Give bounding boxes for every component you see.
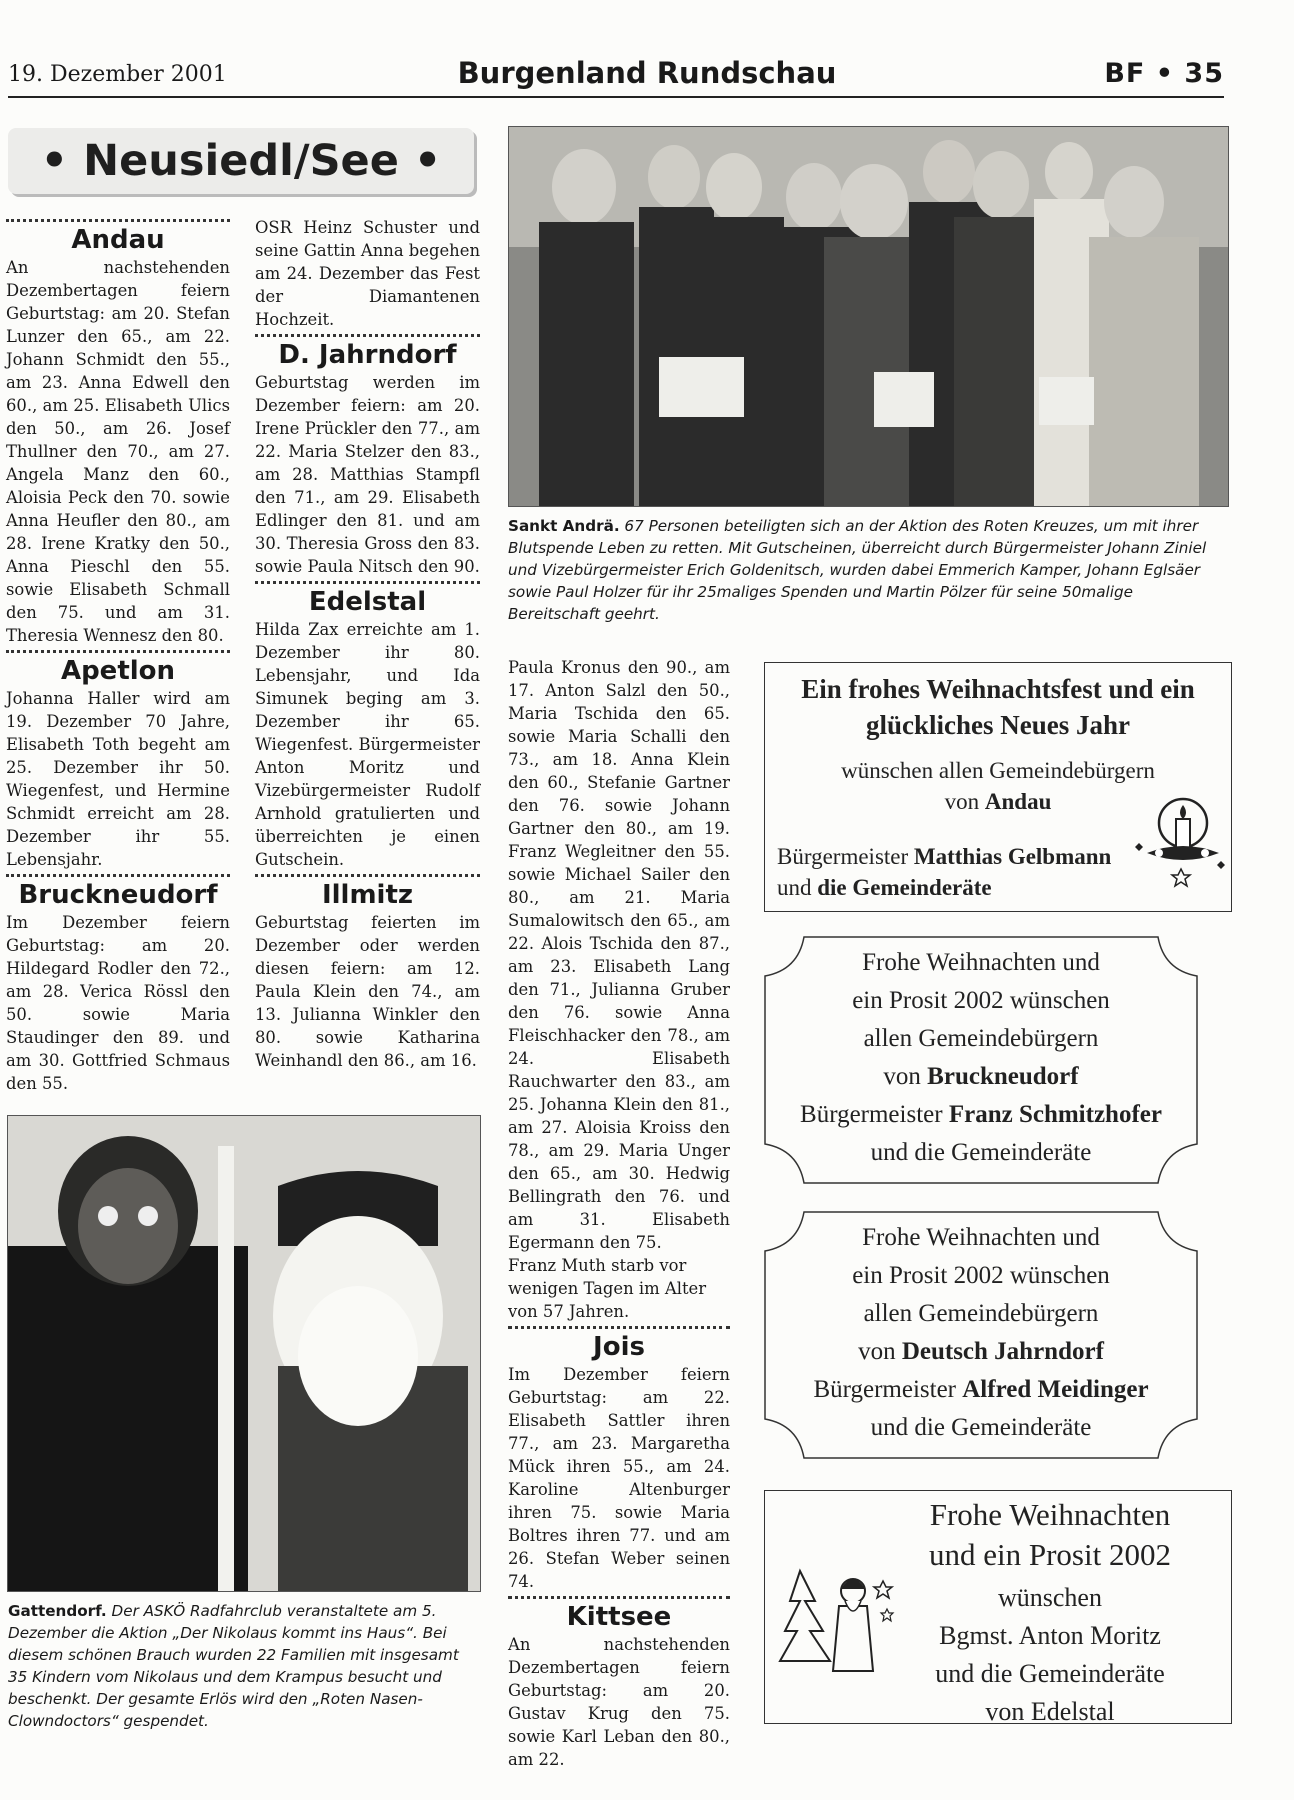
santa-tree-icon <box>775 1561 895 1681</box>
dotted-divider <box>508 1326 730 1329</box>
heading-edelstal: Edelstal <box>308 587 427 617</box>
dotted-divider <box>255 334 480 337</box>
ad-line: und die Gemeinderäte <box>870 1414 1092 1441</box>
ad-line: Frohe Weihnachten <box>929 1497 1171 1532</box>
ad-line: wünschen allen Gemeindebürgern <box>841 758 1155 783</box>
ad-line <box>764 1096 1198 1134</box>
ad-line: glückliches Neues Jahr <box>865 710 1130 740</box>
text-apetlon: Johanna Haller wird am 19. Dezember 70 Jahre, Elisabeth Toth begeht am 25. Dezember ihr 50. Wiegenfest, und Hermine Schmidt erreicht am 28. Dezember ihr 55. Lebensjahr. <box>6 689 230 869</box>
section-title: • Neusiedl/See • <box>40 136 442 186</box>
heading-andau: Andau <box>71 225 165 255</box>
column-2 <box>255 216 480 1072</box>
ad-line: Ein frohes Weihnachtsfest und ein <box>801 674 1195 704</box>
ad-line <box>777 841 1111 872</box>
ad-line <box>764 1371 1198 1409</box>
photo-blood-donors-graphic <box>509 127 1228 506</box>
ad-line <box>777 872 1111 903</box>
ad-text: von <box>944 789 985 814</box>
masthead-rule <box>8 96 1224 98</box>
text-edelstal: Hilda Zax erreichte am 1. Dezember ihr 80. Lebensjahr, und Ida Simunek beging am 3. Dezember ihr 65. Wiegenfest. Bürgermeister Anton Moritz und Vizebürgermeister Rudolf Arnhold gratulierten und überreichten je einen Gutschein. <box>255 620 480 869</box>
caption-text: Der ASKÖ Radfahrclub veranstaltete am 5. Dezember die Aktion „Der Nikolaus kommt ins Haus“. Bei diesem schönen Brauch wurden 22 Familien mit insgesamt 35 Kindern vom Nikolaus und dem Krampus besucht und beschenkt. Der gesamte Erlös wird den „Roten Nasen-Clowndoctors“ gespendet. <box>8 1602 459 1730</box>
text-illmitz: Geburtstag feierten im Dezember oder werden diesen feiern: am 12. Paula Klein den 74., am 13. Julianna Winkler den 80. sowie Katharina Weinhandl den 86., am 16. <box>255 913 480 1070</box>
dotted-divider <box>6 219 230 222</box>
column-3 <box>508 656 730 1771</box>
photo-nikolaus-graphic <box>8 1116 480 1591</box>
ad-mayor-name: Alfred Meidinger <box>962 1376 1149 1403</box>
issue-date: 19. Dezember 2001 <box>8 62 227 87</box>
text-schuster: OSR Heinz Schuster und seine Gattin Anna begehen am 24. Dezember das Fest der Diamantenen Hochzeit. <box>255 218 480 329</box>
photo-blood-donors <box>508 126 1229 507</box>
dotted-divider <box>255 874 480 877</box>
photo-caption-gattendorf <box>8 1600 480 1732</box>
ad-text: und <box>777 875 818 900</box>
dotted-divider <box>6 874 230 877</box>
text-andau: An nachstehenden Dezembertagen feiern Geburtstag: am 20. Stefan Lunzer den 65., am 22. Johann Schmidt den 55., am 23. Anna Edwell den 60., am 25. Elisabeth Ulics den 50., am 26. Josef Thullner den 70., am 27. Angela Manz den 60., Aloisia Peck den 70. sowie Anna Heufler den 80., am 28. Irene Kratky den 50., Anna Pieschl den 55. sowie Elisabeth Schmall den 75. und am 31. Theresia Wennesz den 80. <box>6 258 230 645</box>
heading-jois: Jois <box>593 1332 645 1362</box>
column-1 <box>6 216 230 1095</box>
photo-nikolaus-krampus <box>7 1115 481 1592</box>
ad-place-name: Andau <box>984 789 1052 814</box>
ad-line: Frohe Weihnachten und <box>862 949 1100 976</box>
text-illmitz-death: Franz Muth starb vor wenigen Tagen im Alter von 57 Jahren. <box>508 1256 707 1321</box>
text-jois: Im Dezember feiern Geburtstag: am 22. Elisabeth Sattler ihren 77., am 23. Margaretha Mück ihren 55., am 24. Karoline Altenburger ihren 75. sowie Maria Boltres ihren 77. und am 26. Stefan Weber seinen 74. <box>508 1365 730 1591</box>
ad-edelstal <box>764 1490 1232 1724</box>
dotted-divider <box>508 1596 730 1599</box>
ad-mayor-name: Matthias Gelbmann <box>913 844 1112 869</box>
heading-illmitz: Illmitz <box>321 880 414 910</box>
ad-text: Bürgermeister <box>777 844 914 869</box>
photo-caption-sankt-andrae <box>508 515 1227 625</box>
ad-place-name: Deutsch Jahrndorf <box>901 1338 1104 1365</box>
heading-apetlon: Apetlon <box>60 656 176 686</box>
ad-line: und ein Prosit 2002 <box>929 1537 1171 1572</box>
ad-andau <box>764 662 1232 912</box>
ad-line <box>764 1333 1198 1371</box>
dotted-divider <box>255 581 480 584</box>
caption-place: Gattendorf. <box>8 1602 107 1620</box>
text-djahrndorf: Geburtstag werden im Dezember feiern: am 20. Irene Prückler den 77., am 22. Maria Stelzer den 83., am 28. Matthias Stampfl den 71., am 29. Elisabeth Edlinger den 81. und am 30. Theresia Gross den 83. sowie Paula Nitsch den 90. <box>255 373 480 576</box>
ad-line: und die Gemeinderäte <box>870 1139 1092 1166</box>
newspaper-title: Burgenland Rundschau <box>457 56 837 90</box>
ad-line: allen Gemeindebürgern <box>863 1025 1099 1052</box>
ad-line: Bgmst. Anton Moritz <box>939 1621 1161 1650</box>
heading-bruckneudorf: Bruckneudorf <box>18 880 218 910</box>
caption-place: Sankt Andrä. <box>508 517 620 535</box>
ad-deutsch-jahrndorf <box>764 1211 1198 1459</box>
ad-text: von <box>858 1338 902 1365</box>
heading-kittsee: Kittsee <box>566 1602 672 1632</box>
ad-line: allen Gemeindebürgern <box>863 1300 1099 1327</box>
dotted-divider <box>6 650 230 653</box>
text-illmitz-continued: Paula Kronus den 90., am 17. Anton Salzl den 50., Maria Tschida den 65. sowie Maria Schalli den 73., am 18. Anna Klein den 60., Stefanie Gartner den 76. sowie Johann Gartner den 80., am 19. Franz Wegleitner den 55. sowie Michael Sailer den 80., am 21. Maria Sumalowitsch den 65., am 22. Alois Tschida den 87., am 23. Elisabeth Lang den 71., Julianna Gruber den 76. sowie Anna Fleischhacker den 78., am 24. Elisabeth Rauchwarter den 83., am 25. Johanna Klein den 81., am 27. Aloisia Kroiss den 78., am 29. Maria Unger den 65., am 30. Hedwig Bellingrath den 76. und am 31. Elisabeth Egermann den 75. <box>508 658 730 1252</box>
ad-line <box>764 1058 1198 1096</box>
ad-council: die Gemeinderäte <box>817 875 992 900</box>
ad-line: ein Prosit 2002 wünschen <box>852 1262 1110 1289</box>
ad-line: Frohe Weihnachten und <box>862 1224 1100 1251</box>
ad-line: ein Prosit 2002 wünschen <box>852 987 1110 1014</box>
ad-line: und die Gemeinderäte <box>935 1659 1165 1688</box>
ad-bruckneudorf <box>764 936 1198 1184</box>
heading-djahrndorf: D. Jahrndorf <box>278 340 457 370</box>
ad-line: wünschen <box>998 1583 1102 1612</box>
candle-wreath-icon <box>1135 791 1225 891</box>
section-header <box>8 128 474 194</box>
page-marker: BF • 35 <box>1104 58 1224 89</box>
ad-place-name: Bruckneudorf <box>927 1063 1079 1090</box>
text-kittsee: An nachstehenden Dezembertagen feiern Geburtstag: am 20. Gustav Krug den 75. sowie Karl Leban den 80., am 22. <box>508 1635 730 1769</box>
text-bruckneudorf: Im Dezember feiern Geburtstag: am 20. Hildegard Rodler den 72., am 28. Verica Rössl den 50. sowie Maria Staudinger den 89. und am 30. Gottfried Schmaus den 55. <box>6 913 230 1093</box>
ad-text: Bürgermeister <box>813 1376 963 1403</box>
ad-text: Bürgermeister <box>800 1101 949 1128</box>
caption-text: 67 Personen beteiligten sich an der Aktion des Roten Kreuzes, um mit ihrer Blutspende Leben zu retten. Mit Gutscheinen, überreicht durch Bürgermeister Johann Ziniel und Vizebürgermeister Erich Goldenitsch, wurden dabei Emmerich Kamper, Johann Eglsäer sowie Paul Holzer für ihr 25maliges Spenden und Martin Pölzer für seine 50malige Bereitschaft geehrt. <box>508 517 1207 623</box>
ad-line: von Edelstal <box>985 1697 1115 1726</box>
ad-mayor-name: Franz Schmitzhofer <box>948 1101 1162 1128</box>
ad-text: von <box>883 1063 928 1090</box>
